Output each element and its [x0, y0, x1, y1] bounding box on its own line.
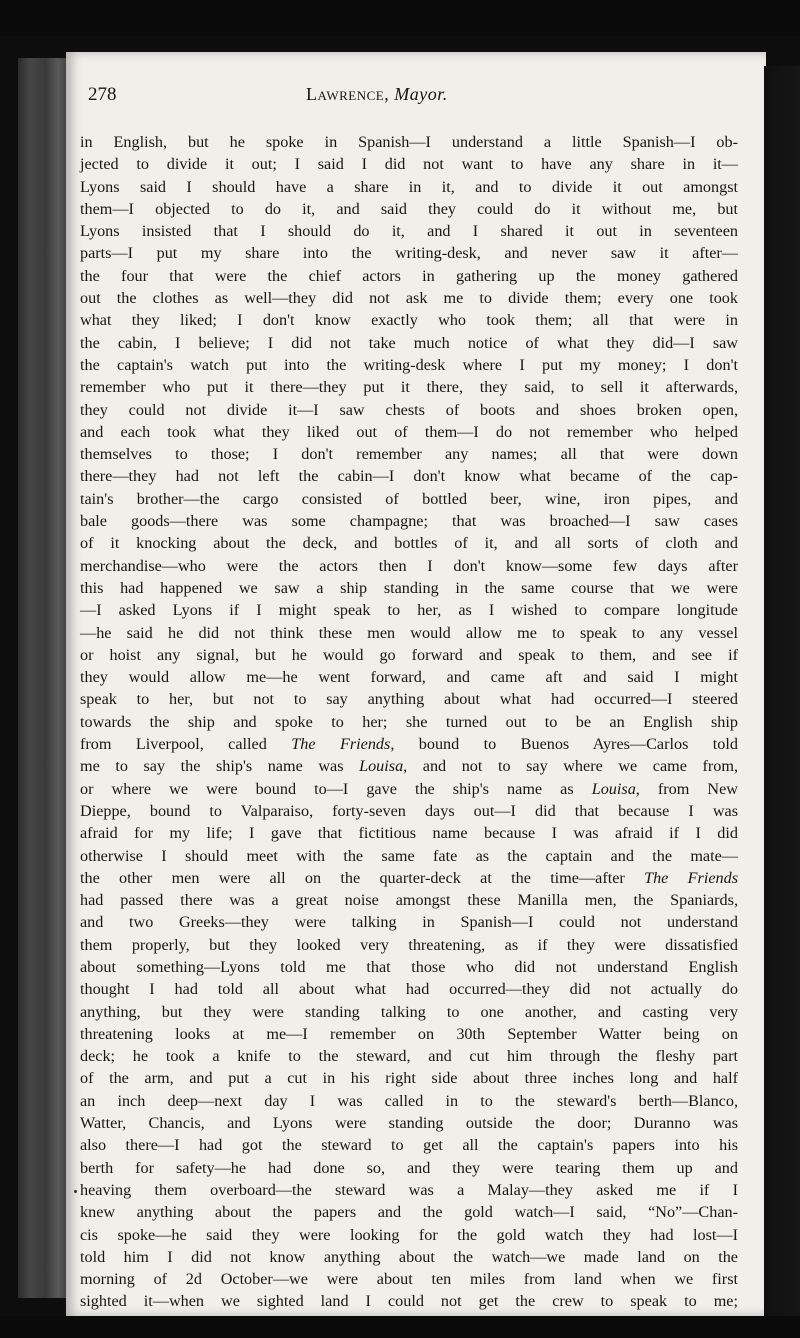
text-line: themselves to those; I don't remember any names; all that were down	[80, 445, 738, 464]
text-line: an inch deep—next day I was called in to the steward's berth—Blanco,	[80, 1091, 738, 1110]
text-line: Watter, Chancis, and Lyons were standing outside the door; Duranno was	[80, 1114, 738, 1133]
text-line: of it knocking about the deck, and bottles of it, and all sorts of cloth and	[80, 534, 738, 553]
text-line: told him I did not know anything about the watch—we made land on the	[80, 1247, 738, 1266]
text-line: cis spoke—he said they were looking for the gold watch they had lost—I	[80, 1225, 738, 1244]
text-line: deck; he took a knife to the steward, and cut him through the fleshy part	[80, 1047, 738, 1066]
text-line: they would allow me—he went forward, and came aft and said I might	[80, 668, 738, 687]
text-line: morning of 2d October—we were about ten miles from land when we first	[80, 1270, 738, 1289]
text-line: bale goods—there was some champagne; that was broached—I saw cases	[80, 512, 738, 531]
page-number: 278	[88, 84, 117, 105]
text-line: the four that were the chief actors in gathering up the money gathered	[80, 266, 738, 285]
scan-bottom-border	[0, 1316, 800, 1338]
text-line: and each took what they liked out of them—I do not remember who helped	[80, 422, 738, 441]
text-line: —he said he did not think these men would allow me to speak to any vessel	[80, 623, 738, 642]
text-line: them properly, but they looked very threatening, as if they were dissatisfied	[80, 935, 738, 954]
text-line: speak to her, but not to say anything about what had occurred—I steered	[80, 690, 738, 709]
text-line: remember who put it there—they put it there, they said, to sell it afterwards,	[80, 378, 738, 397]
text-line: parts—I put my share into the writing-desk, and never saw it after—	[80, 244, 738, 263]
text-line: heaving them overboard—the steward was a Malay—they asked me if I	[80, 1180, 738, 1199]
text-line: what they liked; I don't know exactly who took them; all that were in	[80, 311, 738, 330]
text-line: the other men were all on the quarter-deck at the time—after The Friends	[80, 868, 738, 887]
running-title	[306, 84, 448, 105]
text-line: from Liverpool, called The Friends, bound to Buenos Ayres—Carlos told	[80, 735, 738, 754]
text-line: otherwise I should meet with the same fate as the captain and the mate—	[80, 846, 738, 865]
text-line: towards the ship and spoke to her; she turned out to be an English ship	[80, 712, 738, 731]
text-line: knew anything about the papers and the gold watch—I said, “No”—Chan-	[80, 1203, 738, 1222]
text-line: out the clothes as well—they did not ask me to divide them; every one took	[80, 289, 738, 308]
text-line: Dieppe, bound to Valparaiso, forty-seven days out—I did that because I was	[80, 801, 738, 820]
text-line: sighted it—when we sighted land I could not get the crew to speak to me;	[80, 1292, 738, 1311]
text-line: merchandise—who were the actors then I don't know—some few days after	[80, 556, 738, 575]
running-title-role: Mayor.	[394, 84, 448, 104]
text-line: Lyons insisted that I should do it, and I shared it out in seventeen	[80, 222, 738, 241]
text-line: also there—I had got the steward to get all the captain's papers into his	[80, 1136, 738, 1155]
text-line: the cabin, I believe; I did not take much notice of what they did—I saw	[80, 333, 738, 352]
text-line: —I asked Lyons if I might speak to her, as I wished to compare longitude	[80, 601, 738, 620]
text-line: or where we were bound to—I gave the ship's name as Louisa, from New	[80, 779, 738, 798]
margin-speck	[74, 1190, 77, 1193]
scan-right-border	[764, 66, 800, 1316]
running-title-name: Lawrence	[306, 84, 385, 104]
text-line: there—they had not left the cabin—I don't know what became of the cap-	[80, 467, 738, 486]
text-line: tain's brother—the cargo consisted of bottled beer, wine, iron pipes, and	[80, 489, 738, 508]
text-line: me to say the ship's name was Louisa, and not to say where we came from,	[80, 757, 738, 776]
body-text	[80, 131, 738, 1313]
running-head	[88, 84, 558, 114]
book-spine	[18, 58, 68, 1298]
text-line: about something—Lyons told me that those who did not understand English	[80, 957, 738, 976]
scan-top-border	[0, 0, 800, 36]
text-line: thought I had told all about what had occurred—they did not actually do	[80, 980, 738, 999]
text-line: jected to divide it out; I said I did not want to have any share in it—	[80, 155, 738, 174]
text-line: this had happened we saw a ship standing in the same course that we were	[80, 578, 738, 597]
text-line: anything, but they were standing talking to one another, and casting very	[80, 1002, 738, 1021]
text-line: and two Greeks—they were talking in Spanish—I could not understand	[80, 913, 738, 932]
text-line: threatening looks at me—I remember on 30th September Watter being on	[80, 1024, 738, 1043]
text-line: in English, but he spoke in Spanish—I understand a little Spanish—I ob-	[80, 133, 738, 151]
text-line: berth for safety—he had done so, and they were tearing them up and	[80, 1158, 738, 1177]
text-line: had passed there was a great noise amongst these Manilla men, the Spaniards,	[80, 891, 738, 910]
text-line: they could not divide it—I saw chests of boots and shoes broken open,	[80, 400, 738, 419]
text-line: them—I objected to do it, and said they could do it without me, but	[80, 199, 738, 218]
text-line: Lyons said I should have a share in it, and to divide it out amongst	[80, 177, 738, 196]
running-title-separator: ,	[384, 84, 395, 104]
text-line: the captain's watch put into the writing-desk where I put my money; I don't	[80, 355, 738, 374]
text-line: of the arm, and put a cut in his right side about three inches long and half	[80, 1069, 738, 1088]
text-line: or hoist any signal, but he would go forward and speak to them, and see if	[80, 645, 738, 664]
text-line: afraid for my life; I gave that fictitious name because I was afraid if I did	[80, 824, 738, 843]
